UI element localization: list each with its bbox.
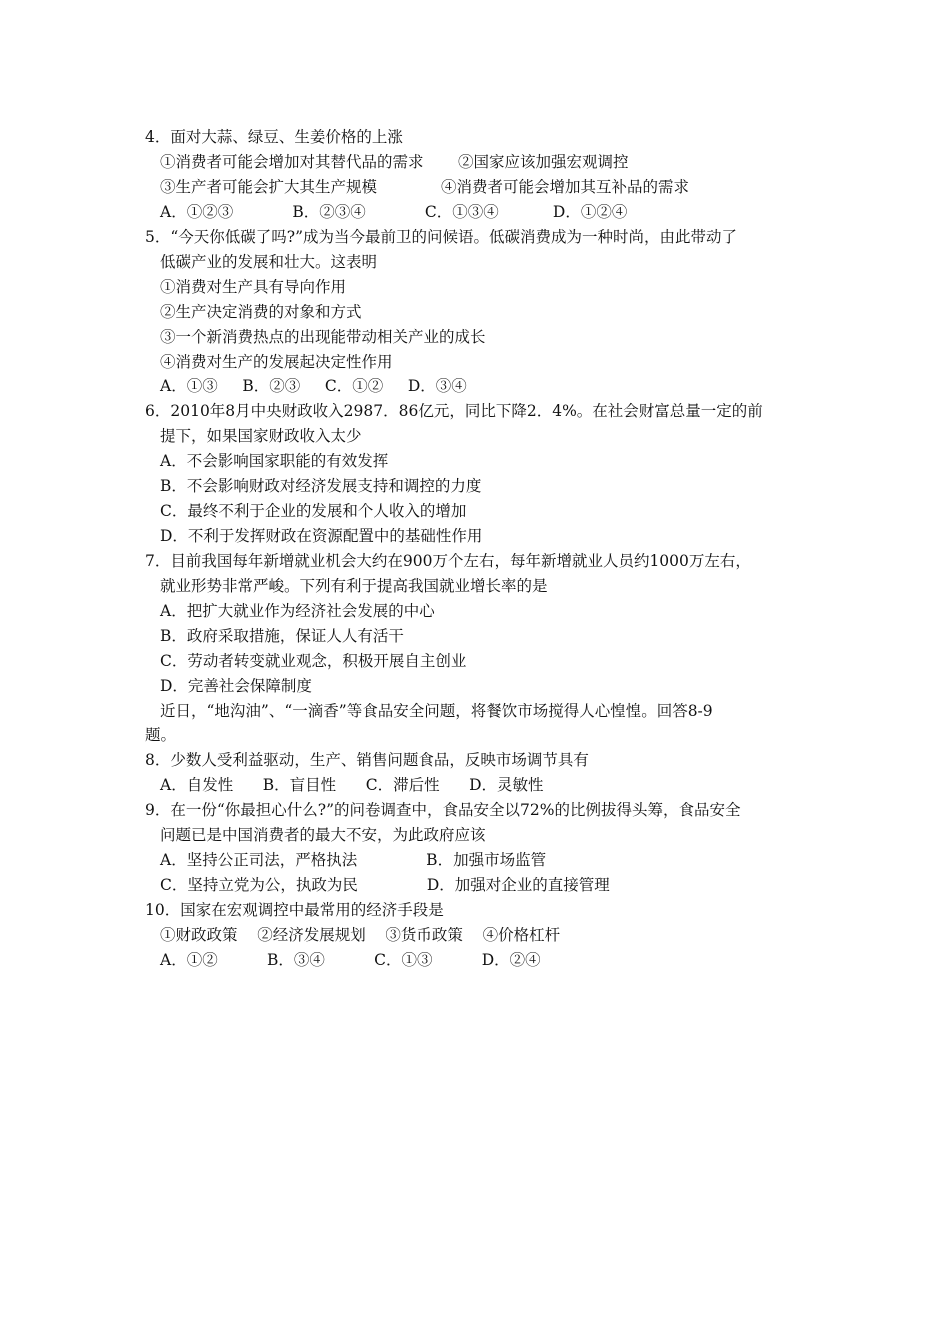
q5-stem-cont: 低碳产业的发展和壮大。这表明 — [160, 253, 378, 271]
q5-item4: ④消费对生产的发展起决定性作用 — [160, 353, 393, 371]
q6-stem-cont: 提下，如果国家财政收入太少 — [160, 427, 362, 445]
q8-9-intro: 近日，“地沟油”、“一滴香”等食品安全问题，将餐饮市场搅得人心惶惶。回答8-9 — [160, 702, 713, 720]
q4-options: A．①②③ B．②③④ C．①③④ D．①②④ — [160, 203, 628, 221]
q7-option-a: A．把扩大就业作为经济社会发展的中心 — [160, 602, 435, 620]
q8-9-intro-cont: 题。 — [145, 726, 177, 744]
q10-stem: 10．国家在宏观调控中最常用的经济手段是 — [145, 901, 444, 919]
q9-stem: 9．在一份“你最担心什么?”的问卷调查中，食品安全以72%的比例拔得头筹，食品安全 — [145, 801, 741, 819]
q6-option-d: D．不利于发挥财政在资源配置中的基础性作用 — [160, 527, 483, 545]
q5-options: A．①③ B．②③ C．①② D．③④ — [160, 377, 467, 395]
q5-item1: ①消费对生产具有导向作用 — [160, 278, 347, 296]
q4-row1: ①消费者可能会增加对其替代品的需求 ②国家应该加强宏观调控 — [160, 153, 629, 171]
q6-option-a: A．不会影响国家职能的有效发挥 — [160, 452, 389, 470]
q9-options-row1: A．坚持公正司法，严格执法 B．加强市场监管 — [160, 851, 547, 869]
q6-option-c: C．最终不利于企业的发展和个人收入的增加 — [160, 502, 467, 520]
q5-stem: 5．“今天你低碳了吗?”成为当今最前卫的问候语。低碳消费成为一种时尚，由此带动了 — [145, 228, 738, 246]
q4-row2: ③生产者可能会扩大其生产规模 ④消费者可能会增加其互补品的需求 — [160, 178, 690, 196]
q4-stem: 4．面对大蒜、绿豆、生姜价格的上涨 — [145, 128, 403, 146]
q8-options: A．自发性 B．盲目性 C．滞后性 D．灵敏性 — [160, 776, 544, 794]
q7-stem-cont: 就业形势非常严峻。下列有利于提高我国就业增长率的是 — [160, 577, 548, 595]
q5-item3: ③一个新消费热点的出现能带动相关产业的成长 — [160, 328, 486, 346]
q10-options: A．①② B．③④ C．①③ D．②④ — [160, 951, 541, 969]
q7-option-b: B．政府采取措施，保证人人有活干 — [160, 627, 404, 645]
q5-item2: ②生产决定消费的对象和方式 — [160, 303, 362, 321]
q9-options-row2: C．坚持立党为公，执政为民 D．加强对企业的直接管理 — [160, 876, 610, 894]
q8-stem: 8．少数人受利益驱动，生产、销售问题食品，反映市场调节具有 — [145, 751, 589, 769]
q6-option-b: B．不会影响财政对经济发展支持和调控的力度 — [160, 477, 482, 495]
q7-option-d: D．完善社会保障制度 — [160, 677, 312, 695]
q7-option-c: C．劳动者转变就业观念，积极开展自主创业 — [160, 652, 467, 670]
q7-stem: 7．目前我国每年新增就业机会大约在900万个左右，每年新增就业人员约1000万左右， — [145, 552, 751, 570]
q10-items: ①财政政策 ②经济发展规划 ③货币政策 ④价格杠杆 — [160, 926, 561, 944]
q6-stem: 6．2010年8月中央财政收入2987．86亿元，同比下降2．4%。在社会财富总量一定的前 — [145, 402, 763, 420]
q9-stem-cont: 问题已是中国消费者的最大不安，为此政府应该 — [160, 826, 486, 844]
